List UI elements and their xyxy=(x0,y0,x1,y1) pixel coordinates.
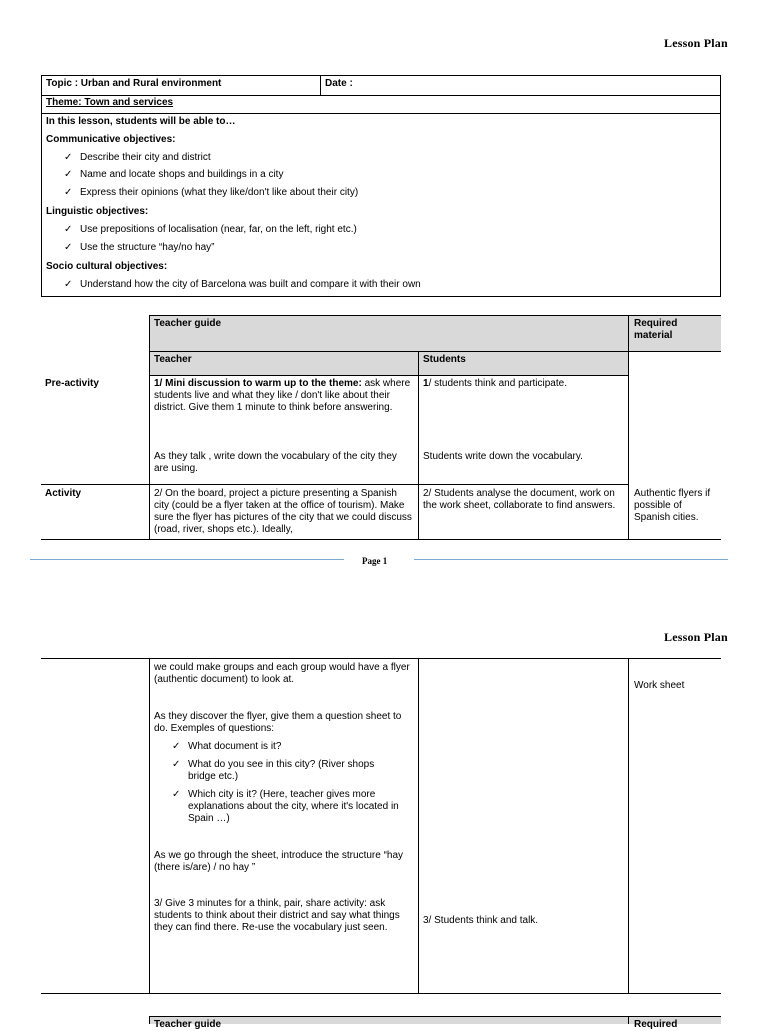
think-pair-share-text: 3/ Give 3 minutes for a think, pair, share activity: ask students to think about their district and say what things they can find there. Re-use the vocabulary just seen. xyxy=(154,898,400,933)
page-header-title: Lesson Plan xyxy=(664,630,728,644)
date-label: Date : xyxy=(325,78,353,89)
socio-heading: Socio cultural objectives: xyxy=(46,261,168,272)
list-item: ✓ Use prepositions of localisation (near, far, on the left, right etc.) xyxy=(64,224,357,235)
work-sheet-text: Work sheet xyxy=(634,680,685,691)
list-item: ✓ Describe their city and district xyxy=(64,152,211,163)
required-material-title: Required material xyxy=(634,318,678,341)
activity-label: Activity xyxy=(45,488,82,499)
pre-activity-students-text-2: Students write down the vocabulary. xyxy=(423,451,583,462)
list-item: ✓ Which city is it? (Here, teacher gives more explanations about the city, where it's located in Spain …) xyxy=(172,789,399,824)
pre-activity-teacher-text-2: As they talk , write down the vocabulary of the city they are using. xyxy=(154,451,397,474)
continued-teacher-text: we could make groups and each group would have a flyer (authentic document) to look at. xyxy=(154,662,410,685)
question-sheet-text: As they discover the flyer, give them a question sheet to do. Exemples of questions: xyxy=(154,711,402,734)
activity-students-text: 2/ Students analyse the document, work on the work sheet, collaborate to find answers. xyxy=(423,488,616,511)
check-icon: ✓ xyxy=(172,741,181,752)
pre-activity-teacher-text: 1/ Mini discussion to warm up to the theme: ask where students live and what they like / don't like about their district. Give them 1 minute to think before answering. xyxy=(154,378,411,413)
intro-text: In this lesson, students will be able to… xyxy=(46,116,236,127)
teacher-guide-title: Teacher guide xyxy=(154,318,222,329)
structure-text: As we go through the sheet, introduce the structure “hay (there is/are) / no hay ” xyxy=(154,850,404,873)
theme-label: Theme: Town and services xyxy=(46,97,174,108)
list-item: ✓ Name and locate shops and buildings in a city xyxy=(64,169,284,180)
pre-activity-students-text: 1/ students think and participate. xyxy=(423,378,567,389)
list-item: ✓ What document is it? xyxy=(172,741,282,752)
list-item: ✓ Use the structure “hay/no hay” xyxy=(64,242,215,253)
list-item: ✓ Understand how the city of Barcelona was built and compare it with their own xyxy=(64,279,421,290)
pre-activity-label: Pre-activity xyxy=(45,378,99,389)
page-number: Page 1 xyxy=(362,556,388,566)
list-item: ✓ Express their opinions (what they like/don't like about their city) xyxy=(64,187,359,198)
check-icon: ✓ xyxy=(64,242,73,253)
linguistic-heading: Linguistic objectives: xyxy=(46,206,149,217)
teacher-guide-title-partial: Teacher guide xyxy=(154,1019,222,1030)
communicative-heading: Communicative objectives: xyxy=(46,134,176,145)
students-column-header: Students xyxy=(423,354,466,365)
students-think-text: 3/ Students think and talk. xyxy=(423,915,539,926)
column-header-row xyxy=(149,351,628,375)
activity-teacher-text: 2/ On the board, project a picture presenting a Spanish city (could be a flyer taken at the office of tourism). Make sure the flyer has pictures of the city that we could discuss (road, river, shops etc.). Ideally, xyxy=(154,488,412,535)
topic-label: Topic : Urban and Rural environment xyxy=(46,78,222,89)
teacher-column-header: Teacher xyxy=(154,354,192,365)
check-icon: ✓ xyxy=(64,224,73,235)
check-icon: ✓ xyxy=(172,789,181,800)
required-title-partial: Required xyxy=(634,1019,678,1030)
activity-material-text: Authentic flyers if possible of Spanish cities. xyxy=(634,488,711,523)
list-item: ✓ What do you see in this city? (River shops bridge etc.) xyxy=(172,759,375,782)
check-icon: ✓ xyxy=(64,152,73,163)
check-icon: ✓ xyxy=(64,169,73,180)
check-icon: ✓ xyxy=(64,187,73,198)
check-icon: ✓ xyxy=(172,759,181,770)
check-icon: ✓ xyxy=(64,279,73,290)
page-header-title: Lesson Plan xyxy=(664,36,728,50)
